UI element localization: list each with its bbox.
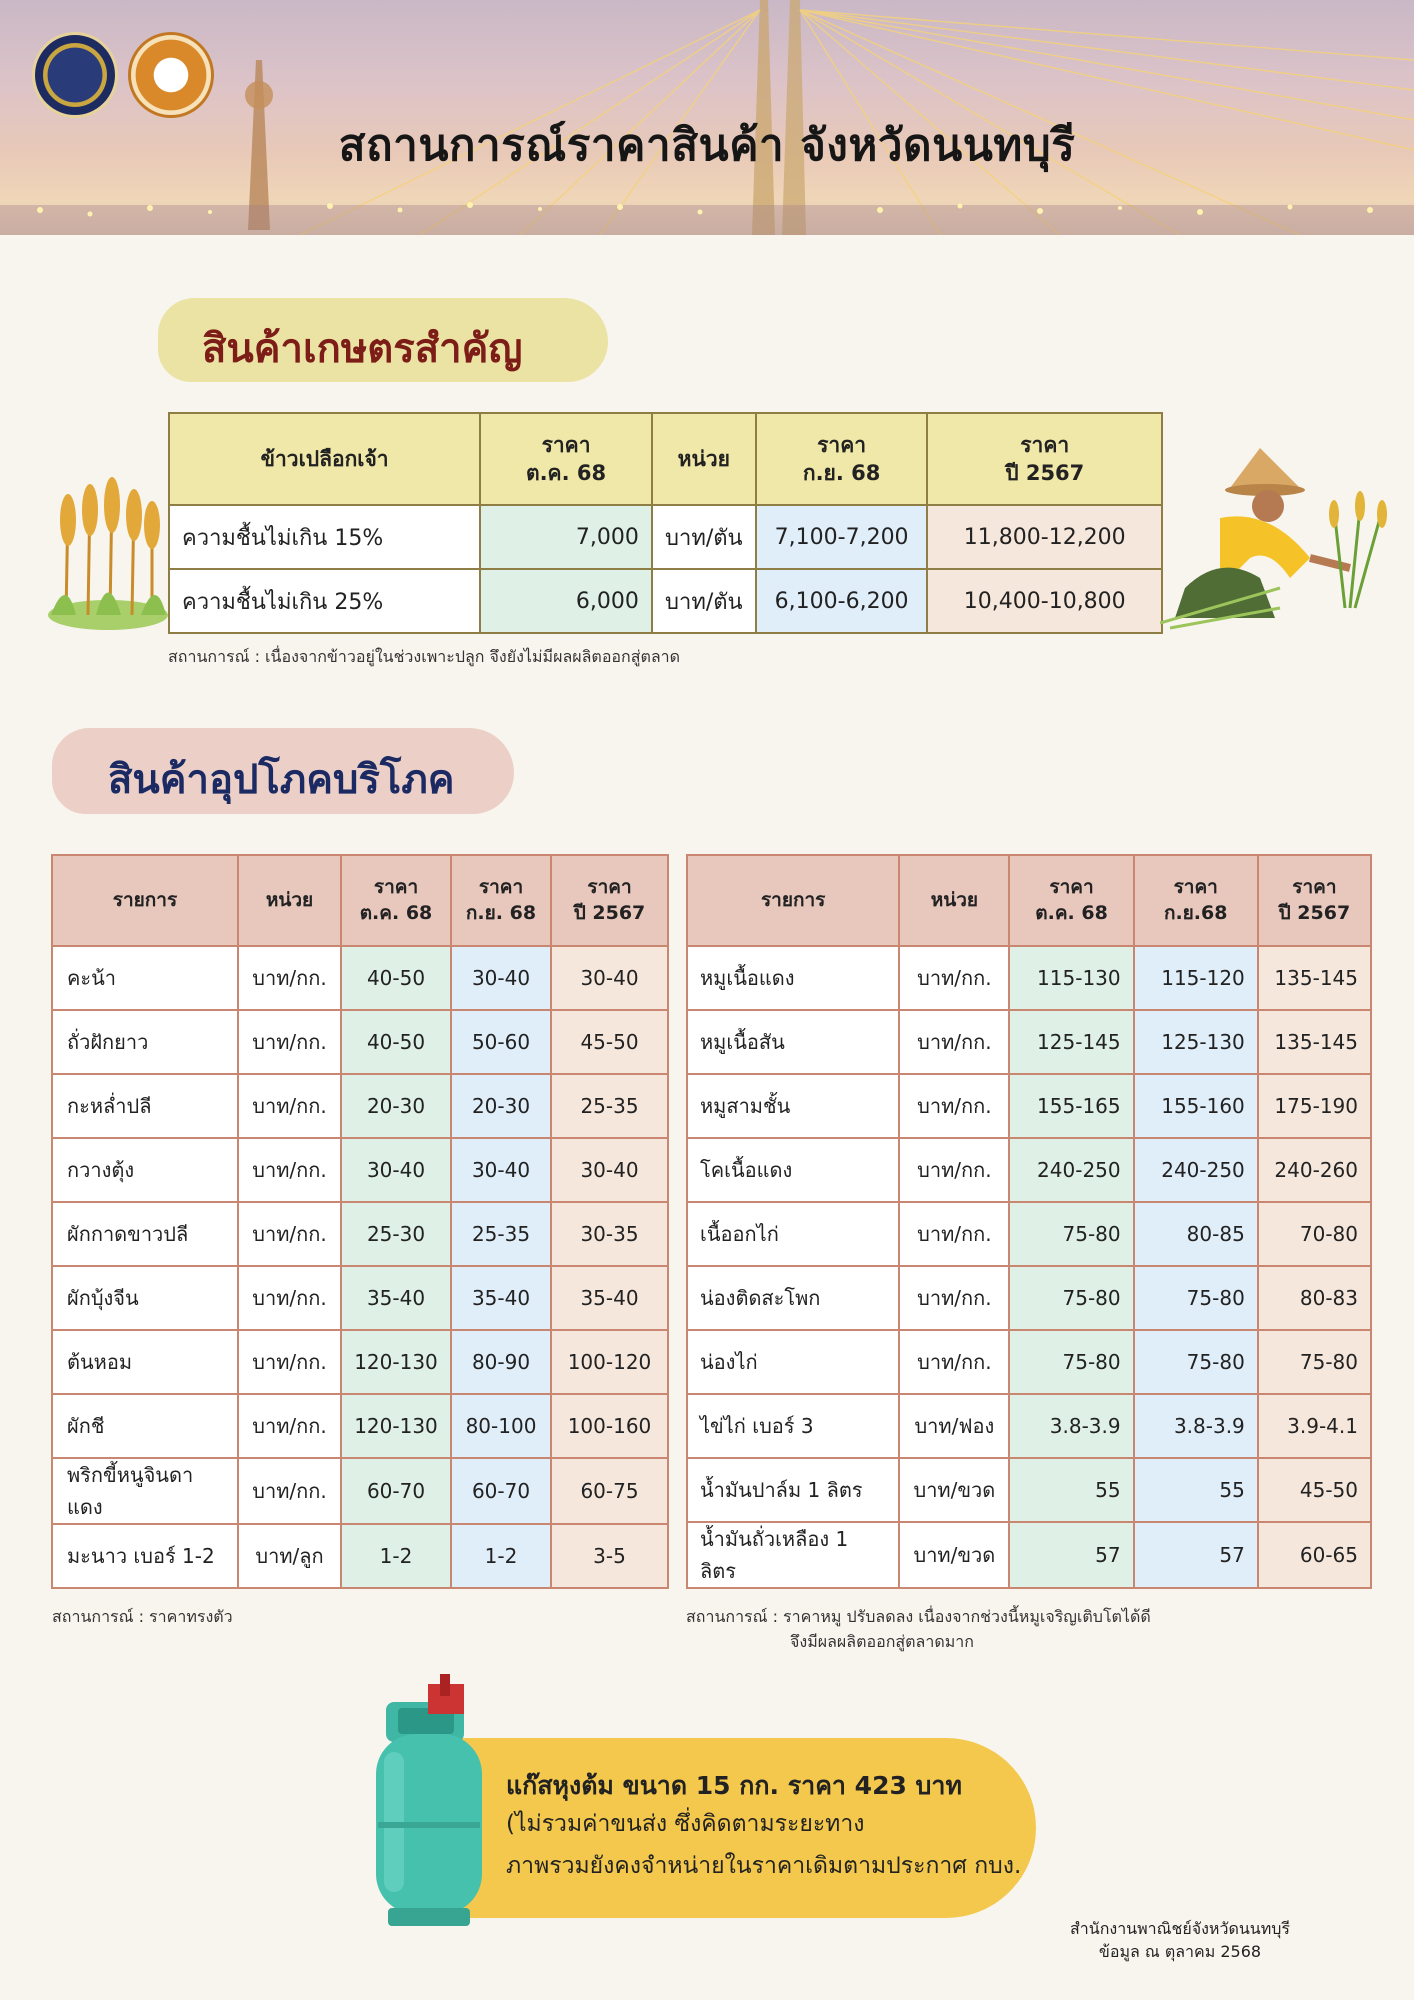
table-cell: ผักกาดขาวปลี <box>52 1202 238 1266</box>
table-cell: บาท/กก. <box>238 1266 341 1330</box>
section-title-agri <box>158 298 608 382</box>
table-cell: หมูสามชั้น <box>687 1074 899 1138</box>
table-cell: 7,100-7,200 <box>756 505 928 569</box>
column-header: ราคา ก.ย. 68 <box>451 855 551 946</box>
table-cell: บาท/ลูก <box>238 1524 341 1588</box>
table-cell: บาท/ขวด <box>899 1458 1009 1522</box>
table-cell: บาท/กก. <box>238 1010 341 1074</box>
table-cell: 60-70 <box>341 1458 451 1524</box>
table-cell: บาท/กก. <box>899 1010 1009 1074</box>
table-cell: 120-130 <box>341 1394 451 1458</box>
vegetable-price-table <box>51 854 669 1589</box>
table-cell: หมูเนื้อสัน <box>687 1010 899 1074</box>
table-cell: 30-40 <box>451 946 551 1010</box>
table-row <box>687 1074 1371 1138</box>
table-cell: บาท/กก. <box>238 1202 341 1266</box>
table-cell: 75-80 <box>1009 1330 1133 1394</box>
column-header: ราคา ก.ย.68 <box>1134 855 1258 946</box>
table-row <box>169 569 1162 633</box>
table-cell: 7,000 <box>480 505 652 569</box>
table-cell: บาท/กก. <box>899 1074 1009 1138</box>
table-cell: น่องติดสะโพก <box>687 1266 899 1330</box>
table-cell: ผักบุ้งจีน <box>52 1266 238 1330</box>
column-header: ราคา ต.ค. 68 <box>1009 855 1133 946</box>
table-cell: บาท/กก. <box>899 1202 1009 1266</box>
table-row <box>52 1330 668 1394</box>
table-cell: 80-100 <box>451 1394 551 1458</box>
column-header: หน่วย <box>238 855 341 946</box>
table-cell: 25-35 <box>551 1074 668 1138</box>
table-row <box>52 1458 668 1524</box>
table-cell: มะนาว เบอร์ 1-2 <box>52 1524 238 1588</box>
gas-cylinder <box>368 1672 498 1930</box>
table-cell: 30-35 <box>551 1202 668 1266</box>
table-cell: กะหล่ำปลี <box>52 1074 238 1138</box>
table-cell: 80-85 <box>1134 1202 1258 1266</box>
table-cell: 60-65 <box>1258 1522 1371 1588</box>
table-cell: 30-40 <box>451 1138 551 1202</box>
table-cell: 3.8-3.9 <box>1134 1394 1258 1458</box>
table-cell: 155-165 <box>1009 1074 1133 1138</box>
table-cell: 25-35 <box>451 1202 551 1266</box>
table-cell: บาท/กก. <box>238 1074 341 1138</box>
table-row <box>687 1266 1371 1330</box>
meat-note-line2: จึงมีผลผลิตออกสู่ตลาดมาก <box>790 1632 974 1651</box>
table-cell: ความชื้นไม่เกิน 15% <box>169 505 480 569</box>
column-header: ราคา ต.ค. 68 <box>480 413 652 505</box>
table-cell: 57 <box>1009 1522 1133 1588</box>
rice-note: สถานการณ์ : เนื่องจากข้าวอยู่ในช่วงเพาะปลูก จึงยังไม่มีผลผลิตออกสู่ตลาด <box>168 647 681 666</box>
meat-note-line1: สถานการณ์ : ราคาหมู ปรับลดลง เนื่องจากช่วงนี้หมูเจริญเติบโตได้ดี <box>686 1607 1151 1626</box>
table-cell: 1-2 <box>451 1524 551 1588</box>
farmer-harvesting <box>1160 448 1390 638</box>
table-cell: 30-40 <box>551 1138 668 1202</box>
table-cell: บาท/ตัน <box>652 505 756 569</box>
table-cell: 30-40 <box>551 946 668 1010</box>
table-cell: กวางตุ้ง <box>52 1138 238 1202</box>
table-cell: ความชื้นไม่เกิน 25% <box>169 569 480 633</box>
table-cell: 75-80 <box>1134 1266 1258 1330</box>
table-cell: 135-145 <box>1258 1010 1371 1074</box>
table-cell: น้ำมันถั่วเหลือง 1 ลิตร <box>687 1522 899 1588</box>
gas-line-2: (ไม่รวมค่าขนส่ง ซึ่งคิดตามระยะทาง <box>506 1811 865 1837</box>
table-cell: 70-80 <box>1258 1202 1371 1266</box>
table-row <box>52 1266 668 1330</box>
table-cell: 35-40 <box>451 1266 551 1330</box>
table-cell: หมูเนื้อแดง <box>687 946 899 1010</box>
table-cell: 6,000 <box>480 569 652 633</box>
table-cell: 40-50 <box>341 946 451 1010</box>
vegetable-note: สถานการณ์ : ราคาทรงตัว <box>52 1607 233 1626</box>
table-cell: 40-50 <box>341 1010 451 1074</box>
table-cell: บาท/ฟอง <box>899 1394 1009 1458</box>
table-row <box>687 946 1371 1010</box>
table-row <box>687 1010 1371 1074</box>
table-cell: 75-80 <box>1134 1330 1258 1394</box>
table-cell: 20-30 <box>341 1074 451 1138</box>
table-cell: 135-145 <box>1258 946 1371 1010</box>
table-row <box>52 1010 668 1074</box>
table-row <box>687 1394 1371 1458</box>
section-title-consumer-text: สินค้าอุปโภคบริโภค <box>108 757 455 803</box>
table-row <box>52 1524 668 1588</box>
table-row <box>687 1522 1371 1588</box>
column-header: ราคา ต.ค. 68 <box>341 855 451 946</box>
table-cell: 115-130 <box>1009 946 1133 1010</box>
table-cell: น่องไก่ <box>687 1330 899 1394</box>
table-cell: 240-250 <box>1134 1138 1258 1202</box>
table-cell: 60-75 <box>551 1458 668 1524</box>
table-cell: 115-120 <box>1134 946 1258 1010</box>
header-banner <box>0 0 1414 235</box>
table-cell: 60-70 <box>451 1458 551 1524</box>
table-cell: บาท/กก. <box>238 1394 341 1458</box>
table-row <box>687 1138 1371 1202</box>
column-header: รายการ <box>687 855 899 946</box>
table-cell: บาท/กก. <box>899 1138 1009 1202</box>
gas-line-1: แก๊สหุงต้ม ขนาด 15 กก. ราคา 423 บาท <box>506 1771 962 1800</box>
government-seal <box>32 32 118 118</box>
table-cell: 125-145 <box>1009 1010 1133 1074</box>
table-cell: 35-40 <box>551 1266 668 1330</box>
table-cell: ผักชี <box>52 1394 238 1458</box>
table-cell: 57 <box>1134 1522 1258 1588</box>
column-header: รายการ <box>52 855 238 946</box>
table-cell: 75-80 <box>1009 1202 1133 1266</box>
column-header: ราคา ปี 2567 <box>551 855 668 946</box>
table-cell: น้ำมันปาล์ม 1 ลิตร <box>687 1458 899 1522</box>
table-row <box>687 1458 1371 1522</box>
section-title-agri-text: สินค้าเกษตรสำคัญ <box>202 326 523 372</box>
table-row <box>52 1394 668 1458</box>
table-cell: บาท/กก. <box>238 946 341 1010</box>
table-cell: 240-260 <box>1258 1138 1371 1202</box>
gas-line-3: ภาพรวมยังคงจำหน่ายในราคาเดิมตามประกาศ กบง. <box>506 1853 1022 1879</box>
table-cell: บาท/ตัน <box>652 569 756 633</box>
table-cell: บาท/ขวด <box>899 1522 1009 1588</box>
table-cell: 3.9-4.1 <box>1258 1394 1371 1458</box>
table-cell: 20-30 <box>451 1074 551 1138</box>
table-cell: พริกขี้หนูจินดาแดง <box>52 1458 238 1524</box>
table-cell: 1-2 <box>341 1524 451 1588</box>
table-cell: 240-250 <box>1009 1138 1133 1202</box>
table-cell: 55 <box>1134 1458 1258 1522</box>
table-cell: โคเนื้อแดง <box>687 1138 899 1202</box>
table-cell: 45-50 <box>1258 1458 1371 1522</box>
table-cell: บาท/กก. <box>238 1330 341 1394</box>
table-cell: 125-130 <box>1134 1010 1258 1074</box>
table-cell: 3.8-3.9 <box>1009 1394 1133 1458</box>
table-row <box>687 1202 1371 1266</box>
table-cell: 75-80 <box>1258 1330 1371 1394</box>
table-cell: 55 <box>1009 1458 1133 1522</box>
table-cell: 100-160 <box>551 1394 668 1458</box>
section-title-consumer <box>52 728 514 814</box>
meat-price-table <box>686 854 1372 1589</box>
column-header: ราคา ปี 2567 <box>927 413 1162 505</box>
table-cell: ต้นหอม <box>52 1330 238 1394</box>
rice-price-table <box>168 412 1163 634</box>
table-cell: เนื้ออกไก่ <box>687 1202 899 1266</box>
provincial-seal <box>128 32 214 118</box>
table-cell: 80-90 <box>451 1330 551 1394</box>
table-cell: คะน้า <box>52 946 238 1010</box>
table-row <box>687 1330 1371 1394</box>
column-header: หน่วย <box>652 413 756 505</box>
table-row <box>52 1138 668 1202</box>
table-cell: บาท/กก. <box>899 1266 1009 1330</box>
table-cell: บาท/กก. <box>238 1458 341 1524</box>
table-cell: 120-130 <box>341 1330 451 1394</box>
table-cell: ไข่ไก่ เบอร์ 3 <box>687 1394 899 1458</box>
table-cell: 10,400-10,800 <box>927 569 1162 633</box>
footer <box>1000 1917 1360 1963</box>
table-row <box>169 505 1162 569</box>
table-cell: 25-30 <box>341 1202 451 1266</box>
table-cell: บาท/กก. <box>899 1330 1009 1394</box>
table-row <box>52 1074 668 1138</box>
table-cell: 30-40 <box>341 1138 451 1202</box>
table-cell: 35-40 <box>341 1266 451 1330</box>
table-cell: บาท/กก. <box>238 1138 341 1202</box>
footer-date: ข้อมูล ณ ตุลาคม 2568 <box>1098 1942 1262 1962</box>
table-cell: ถั่วฝักยาว <box>52 1010 238 1074</box>
table-cell: 11,800-12,200 <box>927 505 1162 569</box>
column-header: หน่วย <box>899 855 1009 946</box>
table-cell: 75-80 <box>1009 1266 1133 1330</box>
rice-stalks <box>46 465 171 630</box>
table-cell: บาท/กก. <box>899 946 1009 1010</box>
column-header: ราคา ก.ย. 68 <box>756 413 928 505</box>
footer-office: สำนักงานพาณิชย์จังหวัดนนทบุรี <box>1070 1919 1290 1938</box>
table-cell: 50-60 <box>451 1010 551 1074</box>
table-cell: 80-83 <box>1258 1266 1371 1330</box>
column-header: ราคา ปี 2567 <box>1258 855 1371 946</box>
table-cell: 3-5 <box>551 1524 668 1588</box>
table-cell: 175-190 <box>1258 1074 1371 1138</box>
page-title: สถานการณ์ราคาสินค้า จังหวัดนนทบุรี <box>338 120 1076 171</box>
column-header: ข้าวเปลือกเจ้า <box>169 413 480 505</box>
table-row <box>52 946 668 1010</box>
table-cell: 45-50 <box>551 1010 668 1074</box>
table-cell: 6,100-6,200 <box>756 569 928 633</box>
table-row <box>52 1202 668 1266</box>
table-cell: 155-160 <box>1134 1074 1258 1138</box>
table-cell: 100-120 <box>551 1330 668 1394</box>
